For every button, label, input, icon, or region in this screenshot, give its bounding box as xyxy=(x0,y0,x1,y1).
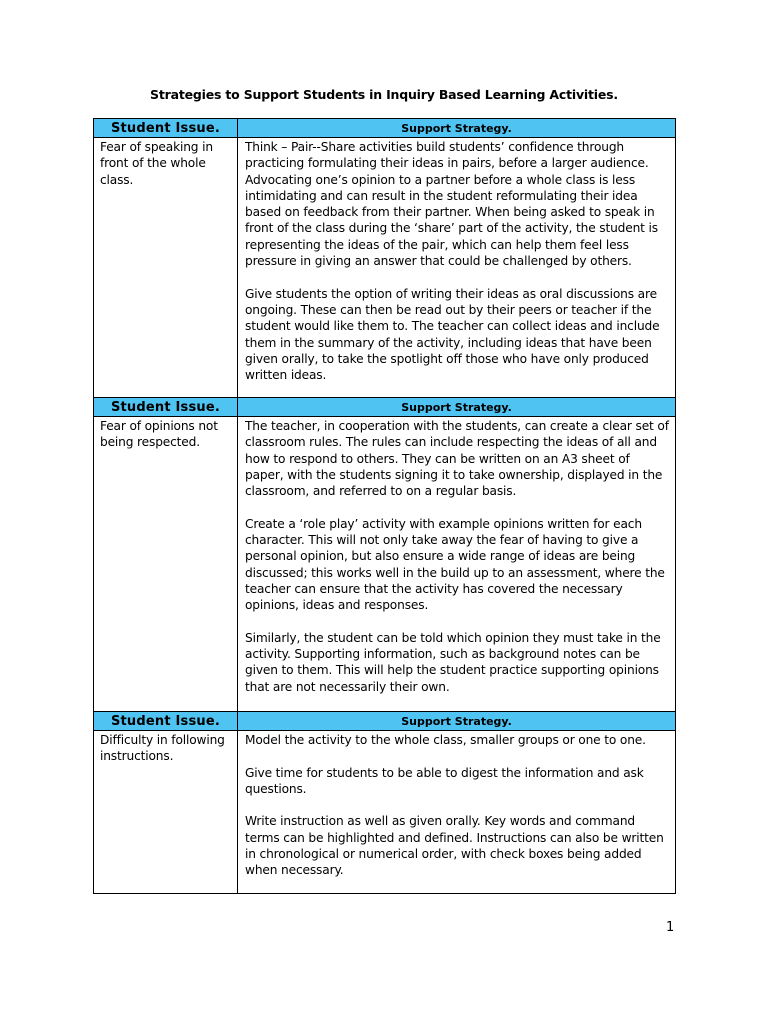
table-row xyxy=(94,731,676,894)
header-student-issue-label: Student Issue. xyxy=(110,714,221,729)
table-header-row xyxy=(94,712,676,731)
table-header-row xyxy=(94,119,676,138)
strategy-cell xyxy=(238,731,676,894)
strategy-table xyxy=(93,118,676,894)
strategy-paragraph: Similarly, the student can be told which opinion they must take in the activity. Supporting information, such as background notes can be given to them. This will help the student practice supporting opinions that are not necessarily their own. xyxy=(245,630,661,694)
header-support-strategy-label: Support Strategy. xyxy=(401,401,512,414)
table-row xyxy=(94,138,676,398)
header-support-strategy-label: Support Strategy. xyxy=(401,122,512,135)
issue-text: Fear of opinions not being respected. xyxy=(100,419,218,450)
header-student-issue xyxy=(94,119,238,138)
strategy-paragraph: Create a ‘role play’ activity with example opinions written for each character. This will not only take away the fear of having to give a personal opinion, but also ensure a wide range of ideas are being discussed; this works well in the build up to an assessment, where the teacher can ensure that the activity has covered the necessary opinions, ideas and responses. xyxy=(245,516,665,613)
header-student-issue-label: Student Issue. xyxy=(110,121,221,136)
issue-cell xyxy=(94,731,238,894)
strategy-cell xyxy=(238,417,676,712)
issue-text: Difficulty in following instructions. xyxy=(100,733,225,764)
header-support-strategy xyxy=(238,398,676,417)
strategy-paragraph: The teacher, in cooperation with the students, can create a clear set of classroom rules. The rules can include respecting the ideas of all and how to respond to others. They can be written on an A3 sheet of paper, with the students signing it to take ownership, displayed in the classroom, and referred to on a regular basis. xyxy=(245,419,669,499)
header-student-issue-label: Student Issue. xyxy=(110,400,221,415)
strategy-paragraph: Think – Pair--Share activities build students’ confidence through practicing formulating their ideas in pairs, before a larger audience. Advocating one’s opinion to a partner before a whole class is less intimidating and can result in the student reformulating their idea based on feedback from their partner. When being asked to speak in front of the class during the ‘share’ part of the activity, the student is representing the ideas of the pair, which can help them feel less pressure in giving an answer that could be challenged by others. xyxy=(245,140,658,269)
strategy-paragraph: Write instruction as well as given orally. Key words and command terms can be highlighted and defined. Instructions can also be written in chronological or numerical order, with check boxes being added when necessary. xyxy=(245,814,664,878)
header-support-strategy xyxy=(238,119,676,138)
strategy-paragraph: Give students the option of writing their ideas as oral discussions are ongoing. These can then be read out by their peers or teacher if the student would like them to. The teacher can collect ideas and include them in the summary of the activity, including ideas that have been given orally, to take the spotlight off those who have only produced written ideas. xyxy=(245,286,660,383)
issue-text: Fear of speaking in front of the whole class. xyxy=(100,140,213,187)
header-student-issue xyxy=(94,712,238,731)
issue-cell xyxy=(94,138,238,398)
header-support-strategy-label: Support Strategy. xyxy=(401,715,512,728)
issue-cell xyxy=(94,417,238,712)
strategy-paragraph: Give time for students to be able to digest the information and ask questions. xyxy=(245,765,644,796)
table-header-row xyxy=(94,398,676,417)
page-number: 1 xyxy=(666,920,675,935)
header-student-issue xyxy=(94,398,238,417)
document-title: Strategies to Support Students in Inquiry Based Learning Activities. xyxy=(150,87,618,102)
strategy-paragraph: Model the activity to the whole class, smaller groups or one to one. xyxy=(245,733,646,747)
table-row xyxy=(94,417,676,712)
strategy-cell xyxy=(238,138,676,398)
header-support-strategy xyxy=(238,712,676,731)
